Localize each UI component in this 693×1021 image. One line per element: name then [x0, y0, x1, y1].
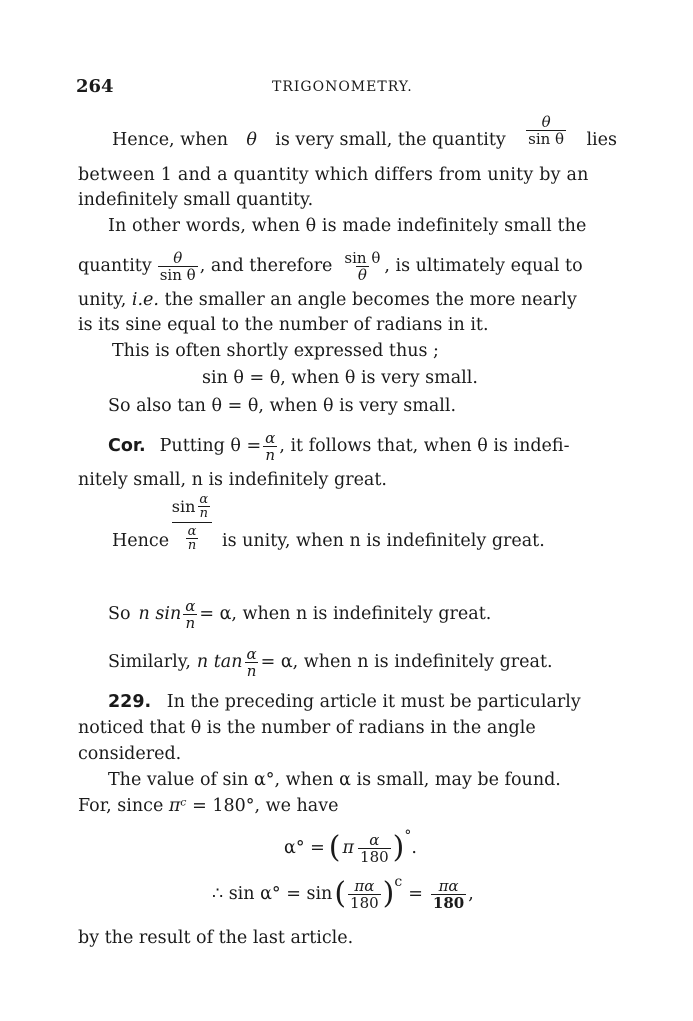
hence-word: Hence	[112, 531, 170, 551]
page-number: 264	[76, 76, 114, 97]
p3-line1: This is often shortly expressed thus ;	[112, 341, 439, 361]
p3-line3: So also tan θ = θ, when θ is very small.	[108, 396, 457, 416]
so-line: So n sin $\frac{\alpha}{n}$ = α, when n is indefinitely great.	[108, 596, 492, 632]
fraction-sin-theta-over-theta: $\frac{\text{sin θ}}{\theta}$	[344, 248, 381, 284]
cor-line1: Cor. Putting θ = $\frac{\alpha}{n}$ , it follows that, when θ is indefi-	[108, 428, 570, 464]
cor-line2: nitely small, n is indefinitely great.	[78, 470, 387, 490]
p1-line2: between 1 and a quantity which differs from unity by an	[78, 165, 589, 185]
cor-label: Cor.	[108, 436, 146, 456]
hence-tail: is unity, when n is indefinitely great.	[222, 531, 545, 551]
running-title: TRIGONOMETRY.	[272, 79, 413, 95]
p1-line3: indefinitely small quantity.	[78, 190, 314, 210]
art229-last-line: by the result of the last article.	[78, 928, 354, 948]
art229-line5: For, since πᶜ = 180°, we have	[78, 796, 339, 816]
p2-line3: unity, i.e. the smaller an angle becomes the more nearly	[78, 290, 577, 310]
p1-line1: Hence, when θ is very small, the quantity $\frac{\theta}{\text{sin θ}}$ lies	[112, 113, 617, 150]
p3-equation: sin θ = θ, when θ is very small.	[202, 368, 478, 388]
p2-line2: quantity $\frac{\theta}{\text{sin θ}}$ , and therefore $\frac{\text{sin θ}}{\theta}$ , is ultimately equal to	[78, 248, 583, 284]
art229-line2: noticed that θ is the number of radians in the angle	[78, 718, 536, 738]
compound-fraction: sin $\frac{\alpha}{n}$ $\frac{\alpha}{n}$	[170, 493, 214, 552]
equation-sin-alpha: ∴ sin α° = sin ( $\frac{\pi\alpha}{180}$ ) c = $\frac{\pi\alpha}{180}$ ,	[212, 874, 474, 912]
fraction-alpha-over-n: $\frac{\alpha}{n}$	[265, 428, 276, 464]
art229-line4: The value of sin α°, when α is small, may be found.	[108, 770, 561, 790]
art229-line1: 229. In the preceding article it must be particularly	[108, 692, 581, 712]
fraction-theta-over-sin-theta-2: $\frac{\theta}{\text{sin θ}}$	[159, 248, 196, 284]
art229-line3: considered.	[78, 744, 182, 764]
main-fraction-bar	[172, 522, 212, 523]
p2-line4: is its sine equal to the number of radians in it.	[78, 315, 489, 335]
equation-alpha-degrees: α° = ( π $\frac{\alpha}{180}$ ) ° .	[284, 828, 417, 866]
similarly-line: Similarly, n tan $\frac{\alpha}{n}$ = α, when n is indefinitely great.	[108, 644, 553, 680]
article-number: 229.	[108, 692, 152, 712]
fraction-theta-over-sin-theta: $\frac{\theta}{\text{sin θ}}$	[528, 113, 565, 148]
p2-line1: In other words, when θ is made indefinitely small the	[108, 216, 587, 236]
